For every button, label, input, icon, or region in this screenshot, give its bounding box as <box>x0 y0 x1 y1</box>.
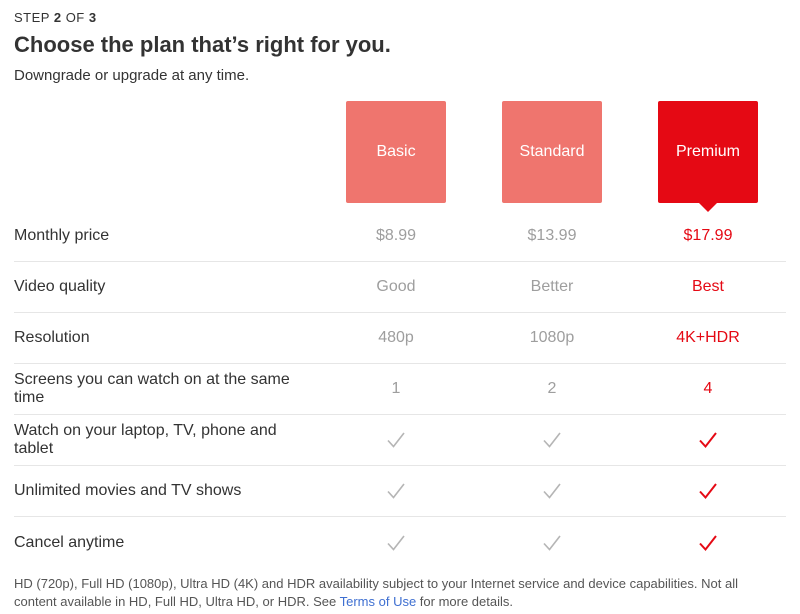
table-row-monthly-price <box>14 211 786 262</box>
premium-value: 4 <box>703 380 713 397</box>
standard-value: 2 <box>547 380 557 397</box>
table-row-video-quality <box>14 262 786 313</box>
row-label: Unlimited movies and TV shows <box>14 482 242 499</box>
table-row-unlimited <box>14 466 786 517</box>
row-label: Resolution <box>14 329 90 346</box>
basic-value <box>318 530 474 556</box>
checkmark-icon <box>383 530 409 556</box>
checkmark-icon <box>383 478 409 504</box>
standard-value <box>474 478 630 504</box>
premium-value: 4K+HDR <box>676 329 740 346</box>
row-label: Monthly price <box>14 227 110 244</box>
basic-value: Good <box>376 278 416 295</box>
premium-value <box>630 478 786 504</box>
step-prefix: STEP <box>14 10 54 25</box>
basic-value: 480p <box>378 329 414 346</box>
premium-value: $17.99 <box>683 227 733 244</box>
premium-value <box>630 530 786 556</box>
plan-comparison-table <box>14 211 786 568</box>
basic-value: $8.99 <box>375 227 417 244</box>
fine-print-text-before: HD (720p), Full HD (1080p), Ultra HD (4K) and HDR availability subject to your Internet service and device capabilities. Not all content available in HD, Full HD, Ultra HD, or HDR. See <box>14 576 738 609</box>
table-row-resolution <box>14 313 786 364</box>
basic-value <box>318 427 474 453</box>
row-label: Watch on your laptop, TV, phone and tablet <box>14 422 277 457</box>
plan-name: Premium <box>675 143 740 160</box>
checkmark-icon <box>695 427 721 453</box>
checkmark-icon <box>539 530 565 556</box>
plan-option-standard[interactable] <box>502 101 602 203</box>
plan-header-row <box>14 101 786 203</box>
page-title: Choose the plan that’s right for you. <box>14 32 391 57</box>
plan-option-basic[interactable] <box>346 101 446 203</box>
checkmark-icon <box>539 427 565 453</box>
standard-value: 1080p <box>529 329 575 346</box>
step-indicator <box>14 10 786 25</box>
step-separator: OF <box>61 10 89 25</box>
premium-value: Best <box>691 278 724 295</box>
step-current: 2 <box>53 10 62 25</box>
basic-value: 1 <box>391 380 401 397</box>
standard-value: Better <box>530 278 574 295</box>
table-row-screens <box>14 364 786 415</box>
selected-plan-pointer <box>699 203 717 212</box>
standard-value <box>474 530 630 556</box>
plan-name: Standard <box>519 143 585 160</box>
standard-value <box>474 427 630 453</box>
standard-value: $13.99 <box>527 227 577 244</box>
basic-value <box>318 478 474 504</box>
table-row-watch-devices <box>14 415 786 466</box>
page-subtitle: Downgrade or upgrade at any time. <box>14 67 250 84</box>
checkmark-icon <box>539 478 565 504</box>
row-label: Screens you can watch on at the same time <box>14 371 290 406</box>
fine-print <box>14 575 786 611</box>
row-label: Video quality <box>14 278 106 295</box>
plan-option-premium[interactable] <box>658 101 758 203</box>
table-row-cancel-anytime <box>14 517 786 568</box>
terms-of-use-link[interactable]: Terms of Use <box>339 594 417 609</box>
premium-value <box>630 427 786 453</box>
plan-name: Basic <box>376 143 416 160</box>
checkmark-icon <box>695 478 721 504</box>
checkmark-icon <box>383 427 409 453</box>
row-label: Cancel anytime <box>14 533 125 551</box>
checkmark-icon <box>695 530 721 556</box>
step-total: 3 <box>88 10 97 25</box>
fine-print-text-after: for more details. <box>416 594 514 609</box>
